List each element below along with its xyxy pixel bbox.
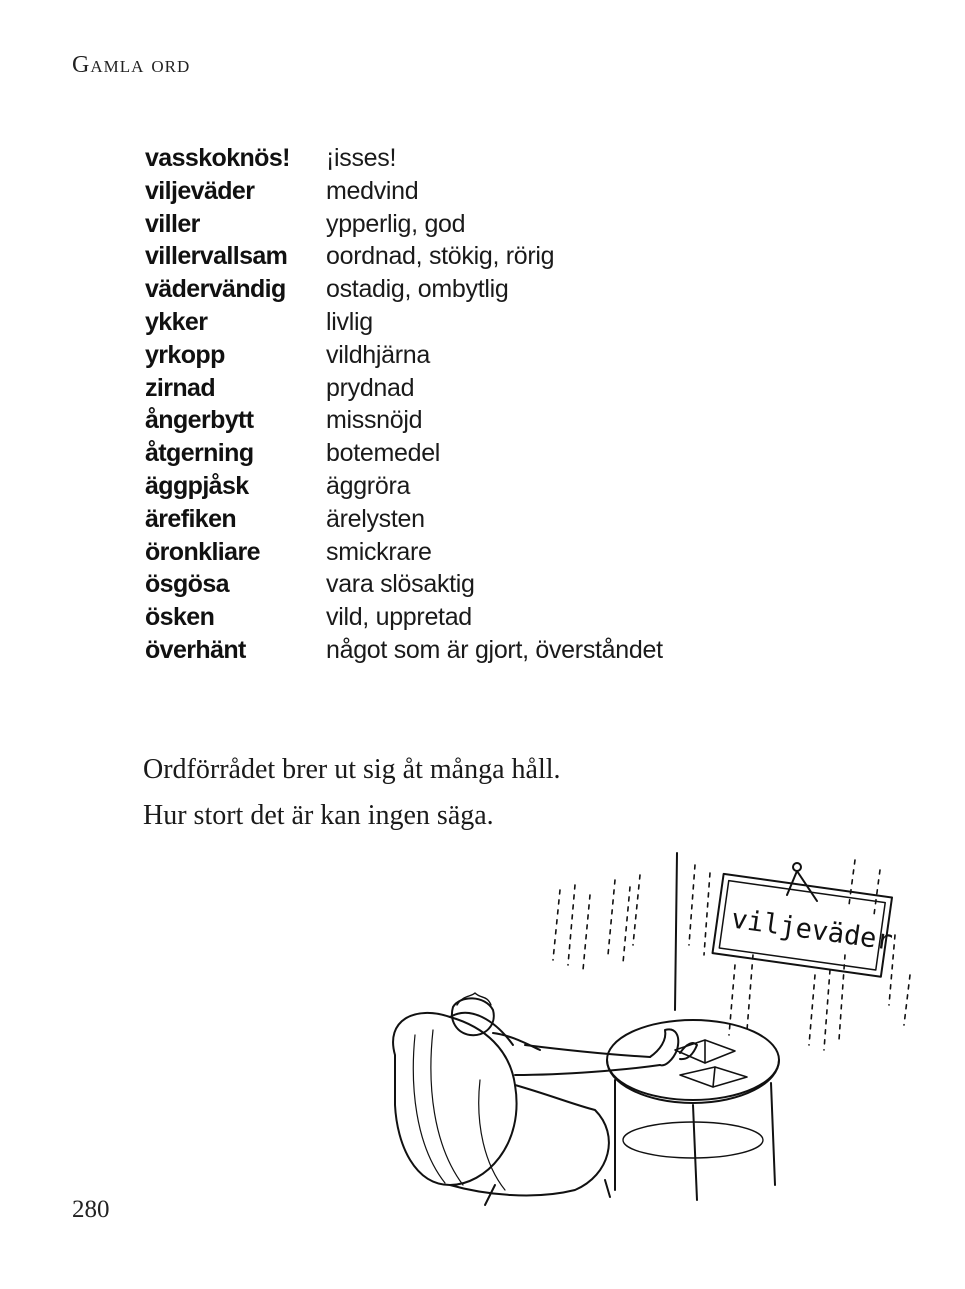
glossary-term: yrkopp: [145, 340, 225, 369]
glossary-definition: botemedel: [326, 439, 441, 468]
glossary-term: åtgerning: [145, 439, 254, 468]
glossary-term: ärefiken: [145, 504, 237, 533]
glossary-entry: [145, 503, 845, 536]
glossary-term: ösken: [145, 603, 215, 632]
armchair-illustration: [375, 845, 920, 1215]
glossary-entry: [145, 404, 845, 437]
open-book: [675, 1040, 747, 1087]
glossary-term: äggpjåsk: [145, 471, 249, 500]
glossary-term: vädervändig: [145, 275, 286, 304]
glossary-definition: medvind: [326, 176, 419, 205]
glossary-term: vasskoknös!: [145, 144, 290, 172]
glossary-definition: ypperlig, god: [326, 209, 466, 238]
sign-hook: [787, 863, 817, 901]
glossary-entry: [145, 175, 845, 208]
glossary-term: ösgösa: [145, 570, 229, 599]
glossary-term: zirnad: [145, 373, 216, 402]
glossary-definition: äggröra: [326, 471, 411, 500]
glossary-list: [145, 142, 845, 667]
glossary-entry: [145, 601, 845, 634]
coffee-table: [607, 1020, 779, 1200]
page-number: 280: [72, 1196, 110, 1223]
body-text-line-2: Hur stort det är kan ingen säga.: [143, 800, 494, 831]
glossary-entry: [145, 568, 845, 601]
glossary-term: viljeväder: [145, 176, 255, 205]
sign-text: viljeväder: [729, 903, 895, 957]
glossary-definition: smickrare: [326, 537, 432, 566]
glossary-definition: ärelysten: [326, 504, 425, 533]
glossary-entry: [145, 208, 845, 241]
running-header: Gamla ord: [72, 52, 191, 78]
glossary-entry: [145, 306, 845, 339]
glossary-definition: ¡isses!: [326, 144, 397, 172]
glossary-definition: oordnad, stökig, rörig: [326, 242, 555, 271]
body-text-line-1: Ordförrådet brer ut sig åt många håll.: [143, 754, 561, 785]
armchair: [393, 1013, 610, 1205]
glossary-term: öronkliare: [145, 537, 260, 566]
glossary-entry: [145, 240, 845, 273]
reclining-person: [452, 993, 697, 1075]
glossary-entry: [145, 273, 845, 306]
glossary-entry: [145, 339, 845, 372]
glossary-term: ångerbytt: [145, 406, 254, 435]
glossary-definition: vara slösaktig: [326, 570, 475, 599]
glossary-definition: livlig: [326, 307, 373, 336]
glossary-definition: ostadig, ombytlig: [326, 275, 509, 304]
glossary-entry: [145, 470, 845, 503]
glossary-term: villervallsam: [145, 242, 288, 271]
glossary-definition: vild, uppretad: [326, 603, 472, 632]
wall-corner-line: [675, 853, 677, 1010]
glossary-entry: [145, 634, 845, 667]
glossary-definition: missnöjd: [326, 406, 423, 435]
glossary-definition: vildhjärna: [326, 340, 431, 369]
glossary-entry: [145, 142, 845, 175]
glossary-entry: [145, 437, 845, 470]
glossary-term: ykker: [145, 307, 208, 336]
glossary-definition: prydnad: [326, 373, 415, 402]
glossary-entry: [145, 536, 845, 569]
glossary-term: viller: [145, 209, 200, 238]
glossary-definition: något som är gjort, överståndet: [326, 635, 663, 664]
glossary-term: överhänt: [145, 635, 246, 664]
glossary-entry: [145, 372, 845, 405]
viljevader-sign: [713, 874, 899, 978]
